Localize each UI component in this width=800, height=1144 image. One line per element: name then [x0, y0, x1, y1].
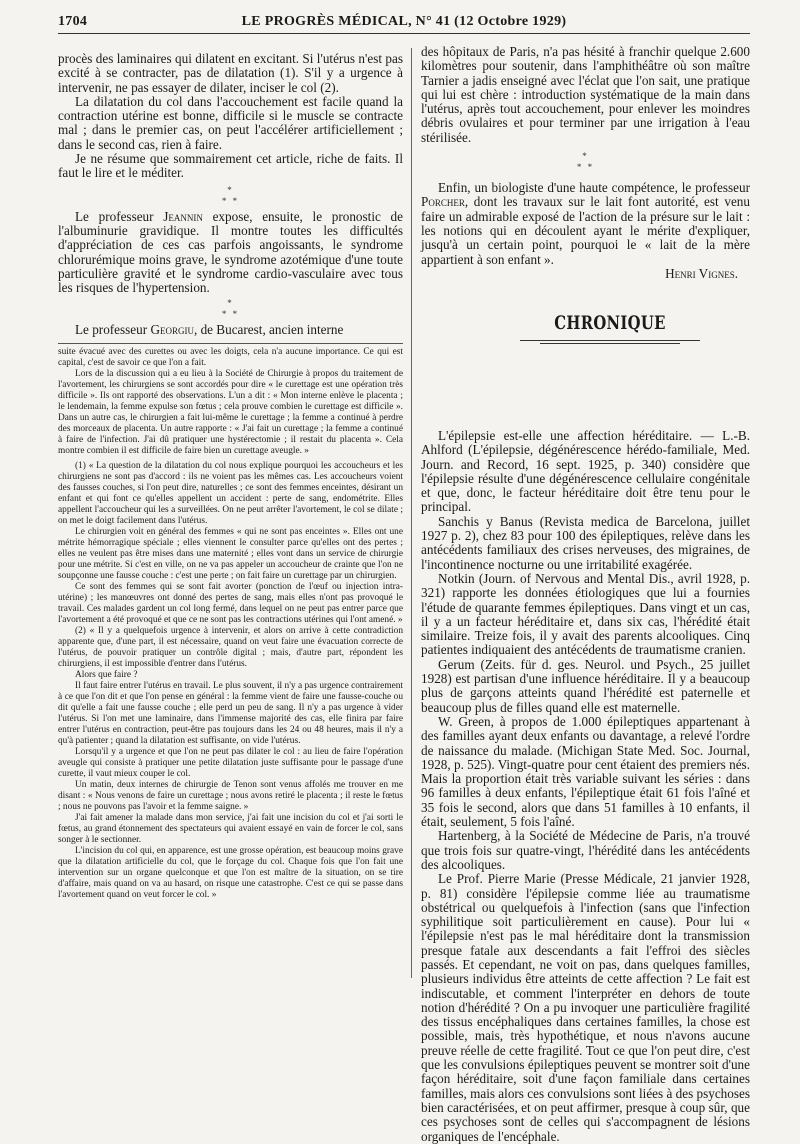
paragraph-georgiu: Le professeur Georgiu, de Bucarest, ancien interne — [75, 322, 344, 338]
paragraph: La dilatation du col dans l'accouchement est facile quand la contraction utérine est bonne, difficile si le muscle se contracte mal ; dans le premier cas, on peut l'accélérer artificiellement ; dans le second cas, rien à faire. — [58, 93, 403, 152]
footnote-text: Lors de la discussion qui a eu lieu à la Société de Chirurgie à propos du traitement de l'avortement, les chirurgiens se sont accordés pour dire « le curettage est une opération très difficile ». Ils ont rapporté des observations. L'un a dit : « Mon interne enlève le placenta ; le lendemain, la femme expulse son fœtus ; cela prouve combien le curettage est difficile ». Dans un autre cas, le chirurgien a fait lui-même le curettage ; la femme a continué à perdre des morceaux de placenta. Un autre rapporte : « J'ai fait un curettage ; la femme a continué à faire de l'infection. J'ai dû pratiquer une hystérectomie ; il restait du placenta ». Cela montre combien il est difficile de faire bien un curettage aveugle. » — [58, 369, 403, 456]
heading-rule — [520, 340, 700, 341]
footnote-text: L'incision du col qui, en apparence, est une grosse opération, est beaucoup moins grave que la dilatation artificielle du col, que le forçage du col. Chaque fois que l'on fait une intervention sur un organe quelconque et que l'on est maître de la situation, on se tire d'affaire, mais quand on va au hasard, on risque une catastrophe. C'est ce qui se passe dans l'avortement quand on veut forcer le col. » — [58, 846, 403, 900]
section-stars: * * * — [576, 151, 595, 173]
footnote-text: Lorsqu'il y a urgence et que l'on ne peut pas dilater le col : au lieu de faire l'opération aveugle qui consiste à pratiquer une petite dilatation juste suffisante pour le passage d'une curette, il vaut mieux couper le col. — [58, 747, 403, 779]
paragraph: Le Prof. Pierre Marie (Presse Médicale, 21 janvier 1928, p. 81) considère l'épilepsie comme liée au traumatisme obstétrical ou quelquefois à l'infection (sans que l'infection syphilitique soit particulièrement en cause). Pour lui « l'épilepsie n'est pas le mal héréditaire dont la transmission presque fatale aux descendants a fait l'effroi des siècles passés. Et cependant, ne voit on pas, dans quelques familles, plusieurs individus être atteints de cette affection ? Le fait est indiscutable, et comment l'interpréter en dehors de toute notion d'hérédité ? On a pu invoquer une particulière fragilité des tissus encéphaliques dans certaines familles, la chose est possible, mais, très hypothétique, et nous n'avons aucune preuve réelle de cette fragilité. Tout ce que l'on peut dire, c'est que les convulsions épileptiques peuvent se montrer soit d'une façon héréditaire, soit d'une façon familiale dans certaines familles, mais alors ces convulsions sont liées à des psychoses bien caractérisées, et on peut affirmer, presque à coup sûr, que ces psychoses sont de celles qui s'accompagnent de lésions organiques de l'encéphale. — [421, 871, 750, 1144]
person-name: Georgiu — [150, 322, 194, 338]
article-lead-paragraph: L'épilepsie est-elle une affection héréditaire. — L.-B. Ahlford (L'épilepsie, dégénérescence hérédo-familiale, Med. Journ. and Record, 16 sept. 1925, p. 340) considère que l'épilepsie résulte d'une dégénérescence cellulaire congénitale et que, donc, le facteur héréditaire doit être tenu pour le principal. — [421, 428, 750, 515]
footnote-text: Alors que faire ? — [75, 670, 138, 680]
left-column-main — [58, 52, 403, 338]
signature: Henri Vignes. — [665, 265, 738, 281]
footnote-separator — [58, 343, 403, 344]
paragraph: des hôpitaux de Paris, n'a pas hésité à franchir quelque 2.600 kilomètres pour soutenir, dans l'amphithéâtre où son maître Tarnier a jadis enseigné avec l'éclat que l'on sait, une pratique qui lui est chère : introduction systématique de la main dans l'utérus, après tout accouchement, pour enlever les moindres débris ovulaires et pour terminer par une irrigation à l'eau stérilisée. — [421, 44, 750, 145]
page-number: 1704 — [58, 14, 88, 29]
paragraph: Gerum (Zeits. für d. ges. Neurol. und Psych., 25 juillet 1928) est partisan d'une influence héréditaire. Il y a beaucoup plus de garçons atteints quand l'hérédité est paternelle et beaucoup plus de filles quand elle est maternelle. — [421, 656, 750, 715]
column-divider — [411, 48, 412, 978]
paragraph: W. Green, à propos de 1.000 épileptiques appartenant à des familles ayant deux enfants ou davantage, a relevé l'ordre de naissance du malade. (Michigan State Med. Soc. Journal, 1928, p. 525). Vingt-quatre pour cent étaient des premiers nés. Mais la proportion était très variable suivant les séries : dans 96 familles à deux enfants, l'épileptique était 61 fois l'aîné et 35 fois le second, alors que dans 51 familles à 10 enfants, il était, seulement, 5 fois l'aîné. — [421, 713, 750, 830]
footnote-text: Le chirurgien voit en général des femmes « qui ne sont pas enceintes ». Elles ont une métrite hémorragique spéciale ; elles viennent le consulter parce qu'elles ont des pertes ; elles ne veulent pas être mises dans une maternité ; elles vont dans un service de chirurgie pour une métrite. Si c'est en ville, on ne va pas appeler un accoucheur de crainte que l'on ne soupçonne une fausse couche : c'est une perte ; on fait faire un curettage par un chirurgien. — [58, 527, 403, 581]
person-name: Porcher — [421, 194, 465, 210]
paragraph: Notkin (Journ. of Nervous and Mental Dis., avril 1928, p. 321) rapporte les données étiologiques que lui a fournies l'étude de quarante femmes épileptiques. Dans vingt et un cas, il y a un facteur héréditaire et, dans six cas, l'hérédité était similaire. Treize fois, il y avait des parents alcooliques. Cinq patientes indiquaient des antécédents de traumatisme cranien. — [421, 570, 750, 658]
footnote-text: (2) « Il y a quelquefois urgence à intervenir, et alors on arrive à cette contradiction apparente que, d'une part, il est nécessaire, quand on veut faire une évacuation correcte de l'utérus, de pouvoir pratiquer un contrôle digital ; mais, d'autre part, répondent les chirurgiens, il est impossible d'entrer dans l'utérus. — [58, 626, 403, 669]
paragraph-jeannin: Le professeur Jeannin expose, ensuite, le pronostic de l'albuminurie gravidique. Il montre toutes les difficultés d'appréciation de ces cas parfois angoissants, le syndrome chlorurémique moins grave, le syndrome azotémique d'une toute particulière gravité et le syndrome cardio-vasculaire avec tous les risques de l'hypertension. — [58, 208, 403, 296]
footnote-text: suite évacué avec des curettes ou avec les doigts, cela n'a aucune importance. Ce qui est capital, c'est de savoir ce que l'on a fait. — [58, 347, 403, 368]
header-rule — [58, 33, 750, 34]
right-column-top — [421, 45, 750, 281]
section-stars: * * * — [221, 184, 240, 206]
footnote-text: Ce sont des femmes qui se sont fait avorter (ponction de l'œuf ou injection intra-utérine) ; les manœuvres ont donné des pertes de sang, mais elles n'ont pas provoqué le travail. Ces malades gardent un col long fermé, dans lequel on ne peut pas entrer parce que l'avortement a été provoqué et que ce ne sont pas les contractions utérines qui l'ont amené. » — [58, 582, 403, 625]
footnote-text: Il faut faire entrer l'utérus en travail. Le plus souvent, il n'y a pas urgence contrairement à ce que l'on dit et que l'on pense en général : la femme vient de faire une fausse-couche ou dit qu'elle a fait une fausse couche ; elle perd un peu de sang. Il n'y a pas urgence à vider l'utérus. Si l'on met une laminaire, dans l'immense majorité des cas, elle finira par faire entrer l'utérus en contraction, peut-être pas toujours dans les 24 ou 48 heures, mais il n'y a qu'à patienter ; quand la dilatation est suffisante, on vide l'utérus. — [58, 681, 403, 746]
footnote-text: Un matin, deux internes de chirurgie de Tenon sont venus affolés me trouver en me disant : « Nous venons de faire un curettage ; nous avons retiré le placenta ; il reste le fœtus ; nous ne pouvons pas l'avoir et la femme saigne. » — [58, 780, 403, 812]
chronique-article — [421, 429, 750, 1144]
paragraph: procès des laminaires qui dilatent en excitant. Si l'utérus n'est pas excité à se contracter, pas de dilatation (1). S'il y a urgence à intervenir, ne pas essayer de dilater, inciser le col (2). — [58, 51, 403, 95]
footnote-text: (1) « La question de la dilatation du col nous explique pourquoi les accoucheurs et les chirurgiens ne sont pas d'accord : ils ne voient pas les mêmes cas. Les accoucheurs voient des fausses couches, si l'on peut dire, naturelles ; ce sont des femmes enceintes, désirant un enfant et qui font ce qu'elles appellent un accident : perte de sang, endométrite. Elles appellent l'accoucheur qui les a surveillées. On ne peut arrêter l'avortement, le col se dilate ; on met le doigt facilement dans l'utérus. — [58, 461, 403, 526]
paragraph: Hartenberg, à la Société de Médecine de Paris, n'a trouvé que trois fois sur quatre-vingt, l'hérédité dans les antécédents des alcooliques. — [421, 828, 750, 872]
footnote-text: J'ai fait amener la malade dans mon service, j'ai fait une incision du col et j'ai sorti le fœtus, au grand étonnement des spectateurs qui avaient essayé en vain de forcer le col, sans songer à le sectionner. — [58, 813, 403, 845]
paragraph: Je ne résume que sommairement cet article, riche de faits. Il faut le lire et le méditer. — [58, 151, 403, 181]
section-stars: * * * — [221, 298, 240, 320]
paragraph-porcher: Enfin, un biologiste d'une haute compétence, le professeur Porcher, dont les travaux sur le lait font autorité, est venu faire un admirable exposé de l'action de la présure sur le lait : les notions qui en découlent ayant le mérite d'expliquer, jusqu'à un certain point, pourquoi le « lait de la mère appartient à son enfant ». — [421, 180, 750, 267]
journal-title: LE PROGRÈS MÉDICAL, N° 41 (12 Octobre 1929) — [241, 14, 567, 29]
footnotes — [58, 347, 403, 901]
section-heading-chronique: CHRONIQUE — [554, 312, 666, 334]
heading-rule — [540, 343, 680, 344]
person-name: Jeannin — [163, 208, 203, 224]
paragraph: Sanchis y Banus (Revista medica de Barcelona, juillet 1927 p. 2), chez 83 pour 100 des épileptiques, relève dans les antécédents familiaux des crises nerveuses, des migraines, de l'incontinence nocturne ou une irritabilité exagérée. — [421, 513, 750, 572]
running-header — [58, 14, 750, 34]
